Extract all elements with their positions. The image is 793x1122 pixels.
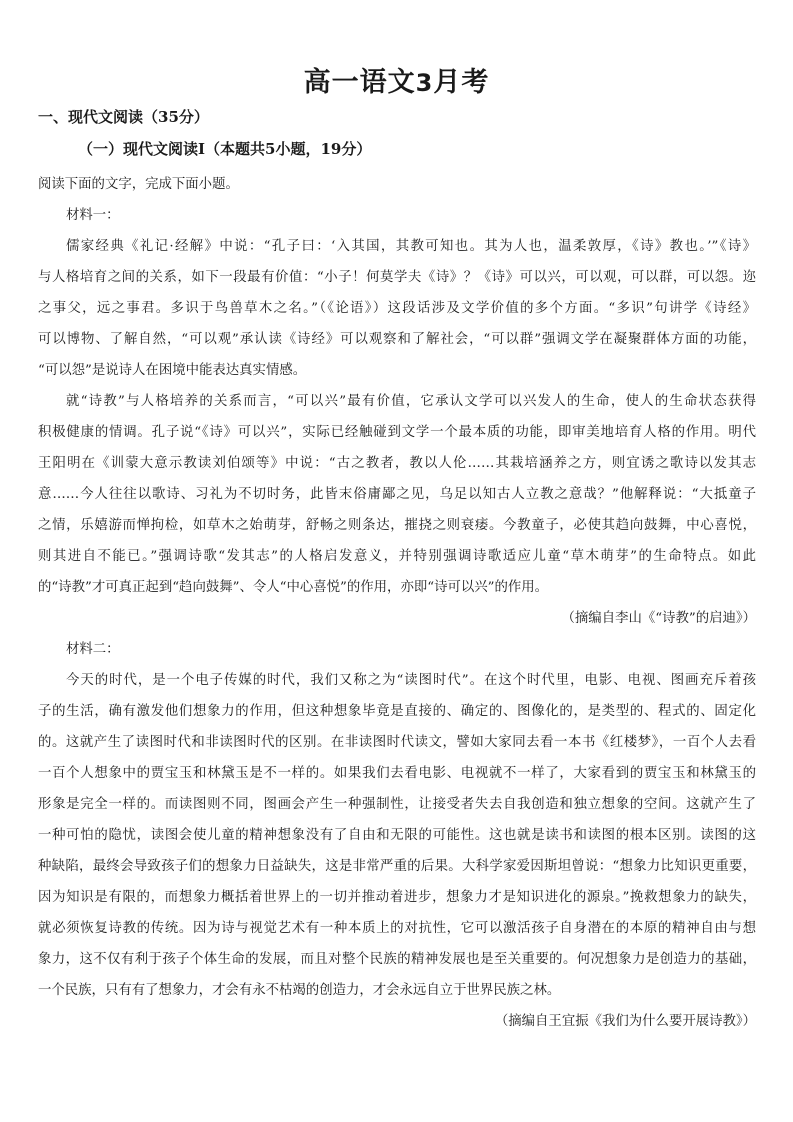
source-citation-one: （摘编自李山《“诗教”的启迪》） xyxy=(561,611,756,626)
passage-line: 就“诗教”与人格培养的关系而言，“可以兴”最有价值，它承认文学可以兴发人的生命，使人的生命状态获得 xyxy=(66,394,756,409)
passage-line: 可以博物、了解自然，“可以观”承认读《诗经》可以观察和了解社会，“可以群”强调文学在凝聚群体方面的功能， xyxy=(38,332,756,347)
material-two-label: 材料二： xyxy=(66,642,120,657)
subsection-heading: （一）现代文阅读Ⅰ（本题共5小题，19分） xyxy=(78,140,372,158)
passage-line: 与人格培育之间的关系，如下一段最有价值：“小子！何莫学夫《诗》？《诗》可以兴，可以观，可以群，可以怨。迩 xyxy=(38,270,756,285)
passage-line: 儒家经典《礼记·经解》中说：“孔子曰：‘入其国，其教可知也。其为人也，温柔敦厚，《诗》教也。’”《诗》 xyxy=(66,239,756,254)
passage-line: 意……今人往往以歌诗、习礼为不切时务，此皆末俗庸鄙之见，乌足以知古人立教之意哉？”他解释说：“大抵童子 xyxy=(38,487,756,502)
passage-line: 的。这就产生了读图时代和非读图时代的区别。在非读图时代读文，譬如大家同去看一本书《红楼梦》，一百个人去看 xyxy=(38,735,756,750)
passage-line: 一百个人想象中的贾宝玉和林黛玉是不一样的。如果我们去看电影、电视就不一样了，大家看到的贾宝玉和林黛玉的 xyxy=(38,766,756,781)
reading-passage xyxy=(38,169,756,1037)
title-number: 3 xyxy=(415,69,434,97)
passage-line: 积极健康的情调。孔子说“《诗》可以兴”，实际已经触碰到文学一个最本质的功能，即审美地培育人格的作用。明代 xyxy=(38,425,756,440)
instruction-line: 阅读下面的文字，完成下面小题。 xyxy=(38,177,239,192)
passage-line: 今天的时代，是一个电子传媒的时代，我们又称之为“读图时代”。在这个时代里，电影、电视、图画充斥着孩 xyxy=(66,673,756,688)
section-heading: 一、现代文阅读（35分） xyxy=(38,108,209,126)
passage-line: 则其进自不能已。”强调诗歌“发其志”的人格启发意义，并特别强调诗歌适应儿童“草木萌芽”的生命特点。如此 xyxy=(38,549,756,564)
page-title xyxy=(0,60,793,99)
passage-line: 一种可怕的隐忧，读图会使儿童的精神想象没有了自由和无限的可能性。这也就是读书和读图的根本区别。读图的这 xyxy=(38,828,756,843)
passage-line: 形象是完全一样的。而读图则不同，图画会产生一种强制性，让接受者失去自我创造和独立想象的空间。这就产生了 xyxy=(38,797,756,812)
passage-line: 象力，这不仅有利于孩子个体生命的发展，而且对整个民族的精神发展也是至关重要的。何况想象力是创造力的基础， xyxy=(38,952,756,967)
source-citation-two: （摘编自王宜振《我们为什么要开展诗教》） xyxy=(494,1014,756,1029)
material-one-label: 材料一： xyxy=(66,208,120,223)
passage-line: 之事父，远之事君。多识于鸟兽草木之名。”（《论语》）这段话涉及文学价值的多个方面。“多识”句讲学《诗经》 xyxy=(38,301,756,316)
title-main: 高一语文 xyxy=(303,67,416,98)
passage-line: 就必须恢复诗教的传统。因为诗与视觉艺术有一种本质上的对抗性，它可以激活孩子自身潜在的本原的精神自由与想 xyxy=(38,921,756,936)
passage-line: 一个民族，只有有了想象力，才会有永不枯竭的创造力，才会永远自立于世界民族之林。 xyxy=(38,983,561,998)
passage-line: 子的生活，确有激发他们想象力的作用，但这种想象毕竟是直接的、确定的、图像化的，是类型的、程式的、固定化 xyxy=(38,704,756,719)
passage-line: “可以怨”是说诗人在困境中能表达真实情感。 xyxy=(38,363,307,378)
title-tail: 月考 xyxy=(433,67,490,98)
passage-line: 种缺陷，最终会导致孩子们的想象力日益缺失，这是非常严重的后果。大科学家爱因斯坦曾说：“想象力比知识更重要， xyxy=(38,859,756,874)
passage-line: 之情，乐嬉游而惮拘检，如草木之始萌芽，舒畅之则条达，摧挠之则衰痿。今教童子，必使其趋向鼓舞，中心喜悦， xyxy=(38,518,756,533)
passage-line: 王阳明在《训蒙大意示教读刘伯颂等》中说：“古之教者，教以人伦……其栽培涵养之方，则宜诱之歌诗以发其志 xyxy=(38,456,756,471)
passage-line: 因为知识是有限的，而想象力概括着世界上的一切并推动着进步，想象力才是知识进化的源泉。”挽救想象力的缺失， xyxy=(38,890,756,905)
passage-line: 的“诗教”才可真正起到“趋向鼓舞”、令人“中心喜悦”的作用，亦即“诗可以兴”的作用。 xyxy=(38,580,549,595)
